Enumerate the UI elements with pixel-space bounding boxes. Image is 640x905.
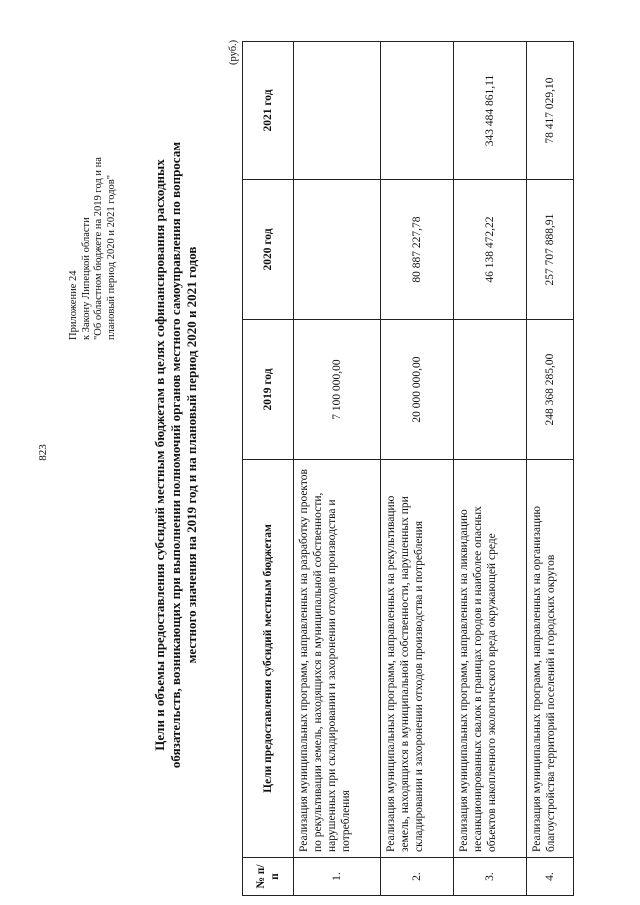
table-row: [381, 42, 454, 896]
amount-2020: 46 138 472,22: [454, 180, 527, 320]
title-line: обязательств, возникающих при выполнении полномочий органов местного самоуправления по вопросам: [168, 141, 183, 769]
amount-2019: 20 000 000,00: [381, 320, 454, 460]
appendix-note: [68, 10, 118, 340]
row-goal: Реализация муниципальных программ, направленных на рекультивацию земель, находящихся в муниципальной собственности, нарушенных при складировании и захоронении отходов производства и потребления: [381, 460, 454, 858]
appendix-line: плановый период 2020 и 2021 годов": [105, 174, 117, 340]
header-num: № п/п: [243, 858, 294, 896]
title-line: Цели и объемы предоставления субсидий местным бюджетам в целях софинансирования расходных: [152, 159, 167, 751]
row-goal: Реализация муниципальных программ, направленных на разработку проектов по рекультивации земель, находящихся в муниципальной собственности, нарушенных при складировании и захоронении отходов производства и потребления: [294, 460, 381, 858]
document-title: [152, 35, 200, 875]
title-line: местного значения на 2019 год и на плановый период 2020 и 2021 годов: [184, 246, 199, 664]
appendix-line: Приложение 24: [68, 270, 79, 340]
amount-2020: 80 887 227,78: [381, 180, 454, 320]
header-2021: 2021 год: [243, 42, 294, 180]
page-number: 823: [37, 444, 49, 461]
header-2020: 2020 год: [243, 180, 294, 320]
amount-2021: 78 417 029,10: [527, 42, 574, 180]
table-row: [527, 42, 574, 896]
amount-2020: 257 707 888,91: [527, 180, 574, 320]
amount-2019: 248 368 285,00: [527, 320, 574, 460]
amount-2020: [294, 180, 381, 320]
amount-2021: 343 484 861,11: [454, 42, 527, 180]
amount-2021: [381, 42, 454, 180]
row-goal: Реализация муниципальных программ, направленных на организацию благоустройства территорий поселений и городских округов: [527, 460, 574, 858]
row-number: 1.: [294, 858, 381, 896]
currency-unit: (руб.): [228, 39, 239, 65]
subsidies-table: [242, 41, 574, 896]
row-number: 3.: [454, 858, 527, 896]
table-row: [454, 42, 527, 896]
table-header-row: [243, 42, 294, 896]
amount-2019: [454, 320, 527, 460]
amount-2021: [294, 42, 381, 180]
row-goal: Реализация муниципальных программ, направленных на ликвидацию несанкционированных свалок в границах городов и наиболее опасных объектов накопленного экологического вреда окружающей среде: [454, 460, 527, 858]
header-goal: Цели предоставления субсидий местным бюджетам: [243, 460, 294, 858]
row-number: 4.: [527, 858, 574, 896]
header-2019: 2019 год: [243, 320, 294, 460]
amount-2019: 7 100 000,00: [294, 320, 381, 460]
row-number: 2.: [381, 858, 454, 896]
appendix-line: к Закону Липецкой области: [80, 217, 92, 340]
appendix-line: "Об областном бюджете на 2019 год и на: [93, 157, 104, 340]
table-row: [294, 42, 381, 896]
